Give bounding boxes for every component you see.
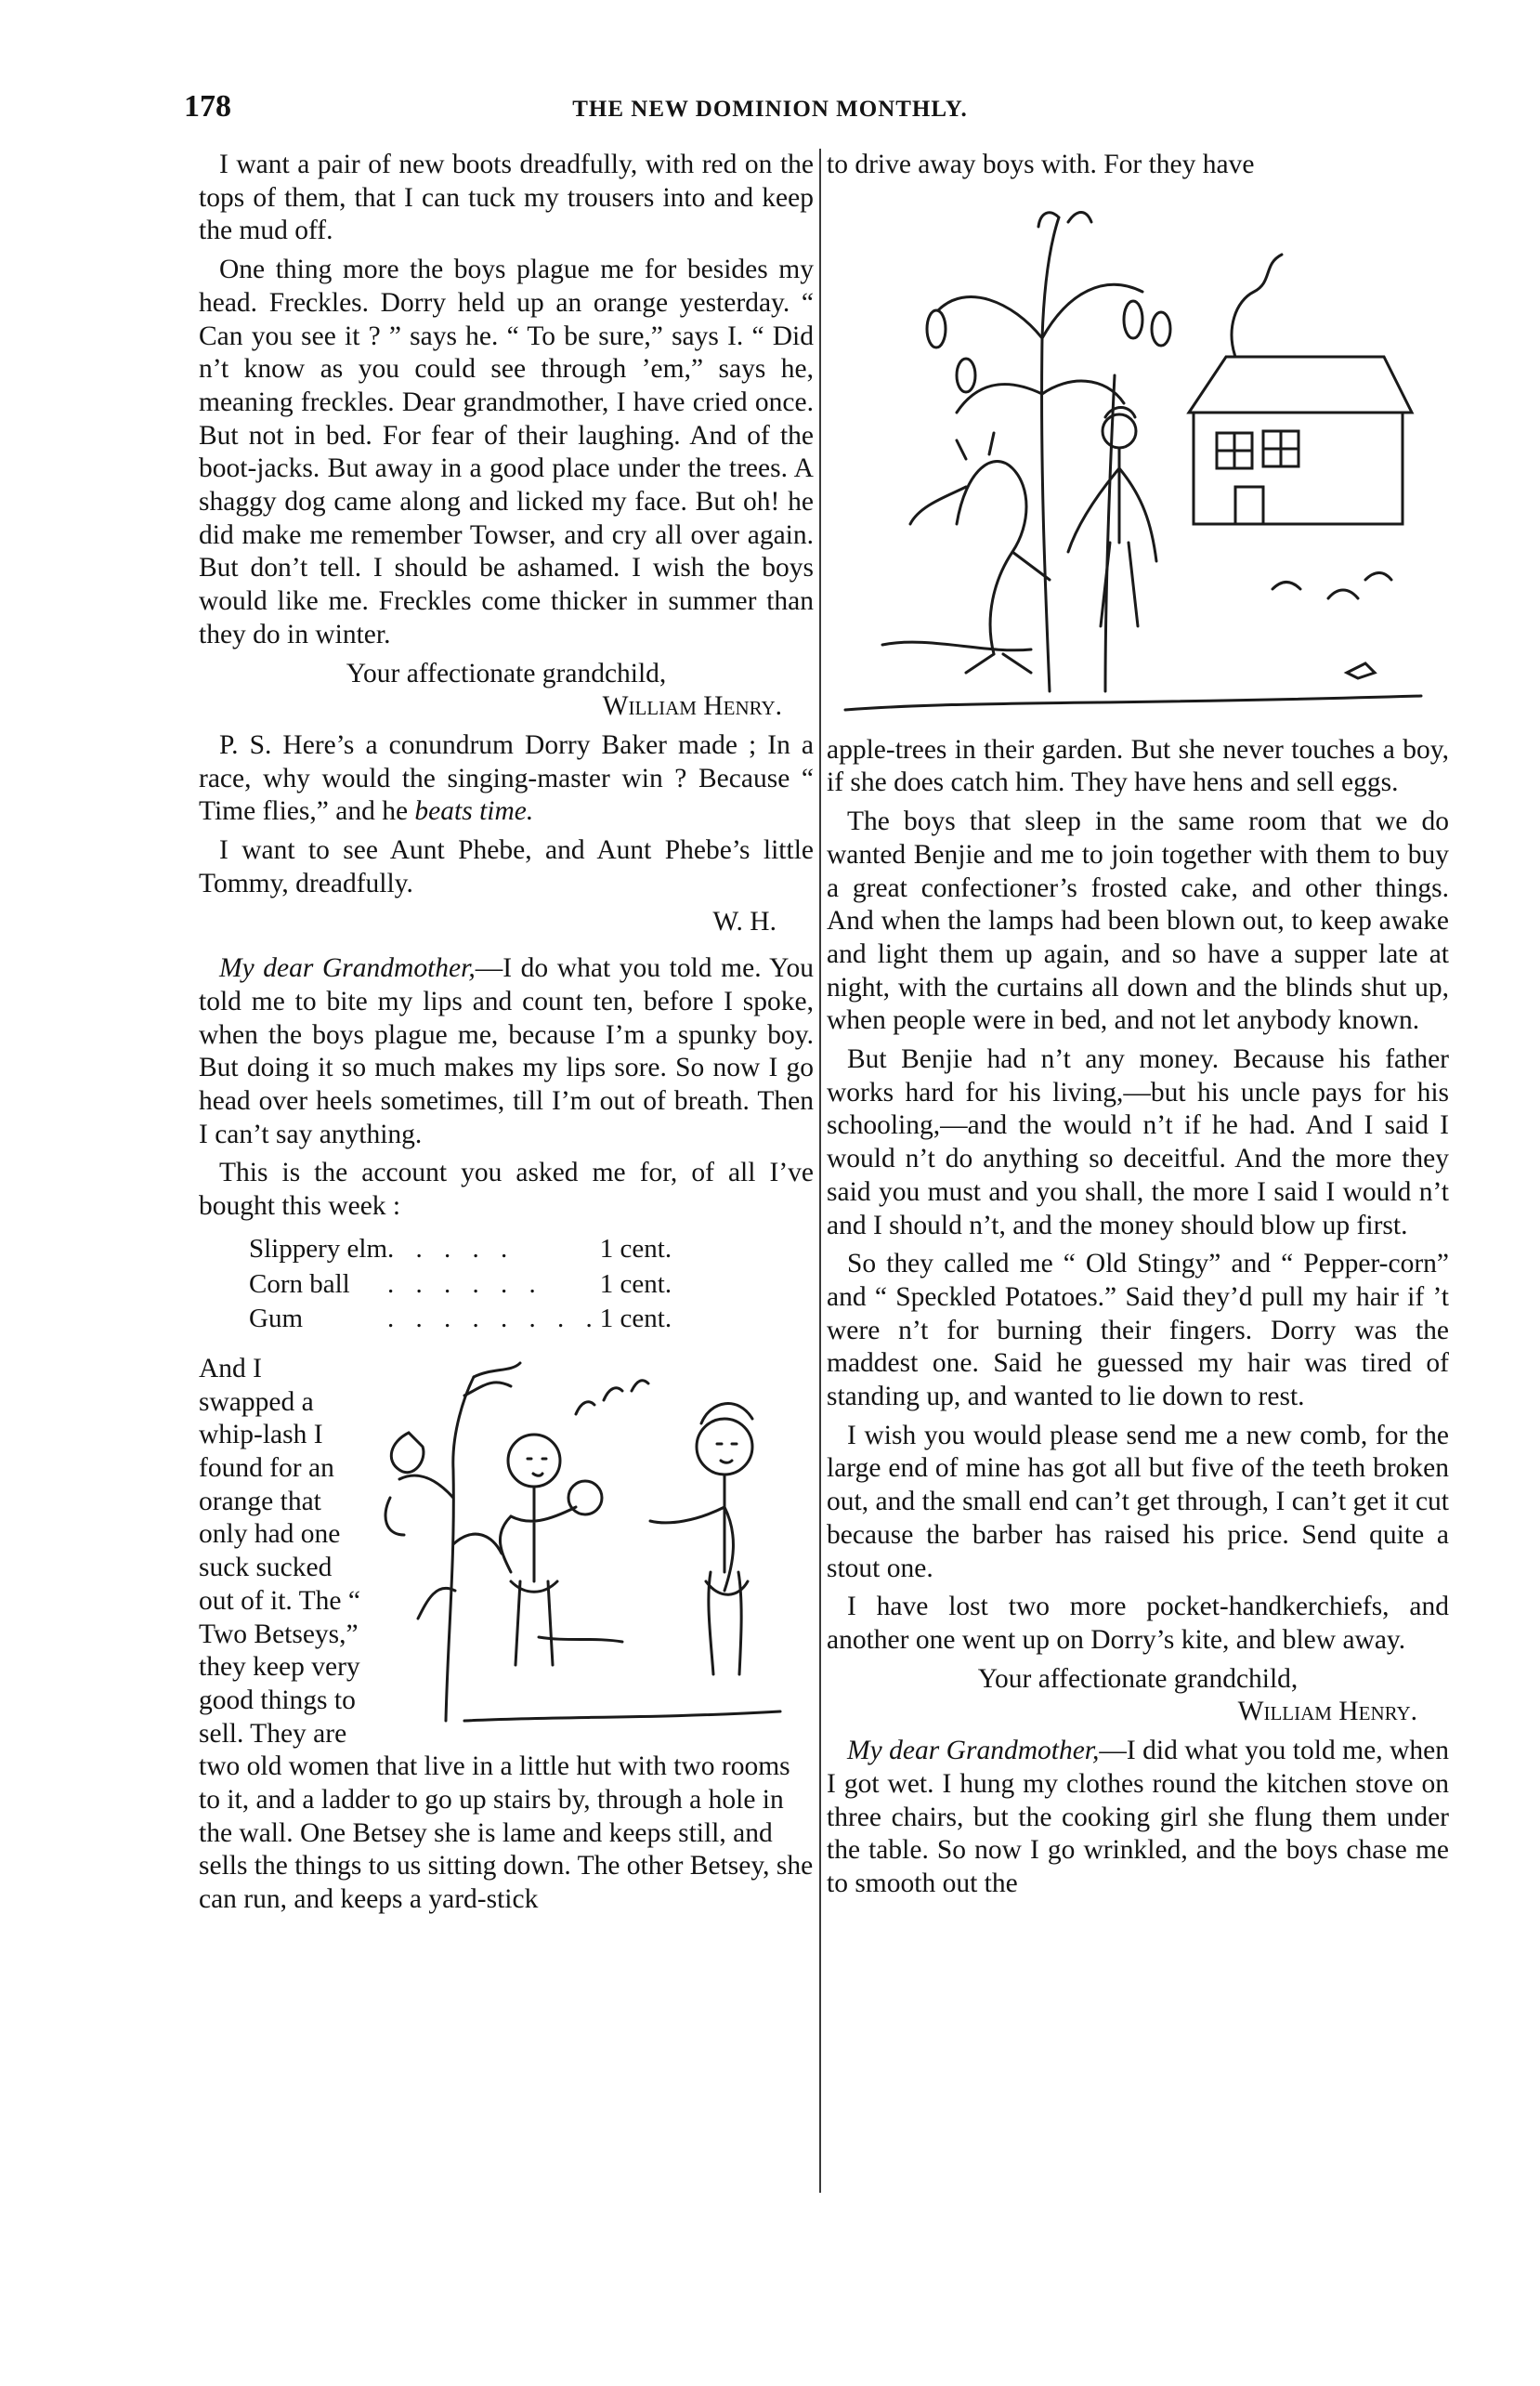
paragraph: And I swapped a whip-lash I found for an orange that only had one suck sucked out of it. The “ Two Betseys,” they keep very good things to sell. They are two old women that live in a little hut with two rooms to it, and a ladder to go up stairs by, through a hole in the wall. One Betsey she is lame and keeps still, and sells the things to us sitting down. The other Betsey, she can run, and keeps a yard-stick xyxy=(199,1353,814,1915)
account-dots: . . . . . xyxy=(387,1233,516,1264)
paragraph: So they called me “ Old Stingy” and “ Pepper-corn” and “ Speckled Potatoes.” Said they’d pull my hair if ’t were n’t for burning their fingers. Dorry was the maddest one. Said he guessed my hair was tired of standing up, and wanted to lie down to rest. xyxy=(827,1249,1449,1412)
signature-name: William Henry. xyxy=(602,691,782,722)
account-item: Gum xyxy=(249,1304,303,1334)
right-column xyxy=(827,149,1449,1907)
paragraph: I want a pair of new boots dreadfully, with red on the tops of them, that I can tuck my trousers into and keep the mud off. xyxy=(199,150,814,246)
left-column xyxy=(199,149,814,1922)
account-item: Corn ball xyxy=(249,1268,350,1299)
boys-illustration xyxy=(372,1358,814,1732)
fox-cottage-illustration xyxy=(827,190,1440,728)
letter-text: —I did what you told me, when I got wet. I hung my clothes round the kitchen stove on three chairs, but the cooking girl she flung them under the table. So now I go wrinkled, and the boys chase me to smooth out the xyxy=(827,1736,1449,1898)
paragraph: The boys that sleep in the same room that we do wanted Benjie and me to join together with them to buy a great confectioner’s frosted cake, and other things. And when the lamps had been blown out, to keep awake and light them up again, and so have a supper late at night, with the curtains all down and the blinds shut up, when people were in bed, and not let anybody known. xyxy=(827,806,1449,1036)
letter-opening xyxy=(827,1735,1449,1901)
signature-line: Your affectionate grandchild, xyxy=(346,658,667,688)
paragraph: I have lost two more pocket-handkerchiefs, and another one went up on Dorry’s kite, and blew away. xyxy=(827,1592,1449,1655)
salutation: My dear Grandmother, xyxy=(219,953,476,984)
running-head: THE NEW DOMINION MONTHLY. xyxy=(572,97,968,122)
account-dots: . . . . . . xyxy=(387,1268,543,1299)
paragraph: This is the account you asked me for, of all I’ve bought this week : xyxy=(199,1158,814,1222)
paragraph: apple-trees in their garden. But she never touches a boy, if she does catch him. They have hens and sell eggs. xyxy=(827,734,1449,798)
paragraph: I want to see Aunt Phebe, and Aunt Phebe’s little Tommy, dreadfully. xyxy=(199,835,814,898)
account-row xyxy=(249,1303,672,1338)
account-amount: 1 cent. xyxy=(599,1268,672,1299)
salutation: My dear Grandmother, xyxy=(847,1736,1100,1766)
account-amount: 1 cent. xyxy=(599,1304,672,1334)
postscript xyxy=(199,729,814,829)
column-rule xyxy=(819,149,821,2193)
account-item: Slippery elm xyxy=(249,1233,388,1264)
signature-line: Your affectionate grandchild, xyxy=(977,1663,1299,1694)
paragraph: I wish you would please send me a new comb, for the large end of mine has got all but five of the teeth broken out, and the small end can’t get through, I can’t get it cut because the barber has raised his price. Send quite a stout one. xyxy=(827,1420,1449,1583)
postscript-italic: beats time. xyxy=(414,796,534,827)
letter-opening xyxy=(199,952,814,1151)
postscript-text: P. S. Here’s a conundrum Dorry Baker made ; In a race, why would the singing-master win ? Because “ Time flies,” and he xyxy=(199,729,814,827)
account-table xyxy=(249,1233,672,1338)
account-dots: . . . . . . . . xyxy=(387,1304,600,1334)
page-number: 178 xyxy=(184,89,231,124)
letter-text: —I do what you told me. You told me to bite my lips and count ten, before I spoke, when the boys plague me, because I’m a spunky boy. But doing it so much makes my lips sore. So now I go head over heels sometimes, till I’m out of breath. Then I can’t say anything. xyxy=(199,953,814,1149)
initials: W. H. xyxy=(712,907,777,937)
paragraph: to drive away boys with. For they have xyxy=(827,150,1255,179)
paragraph: One thing more the boys plague me for besides my head. Freckles. Dorry held up an orange yesterday. “ Can you see it ? ” says he. “ To be sure,” says I. “ Did n’t know as you could see through ’em,” says he, meaning freckles. Dear grandmother, I have cried once. But not in bed. For fear of their laughing. And of the boot-jacks. But away in a good place under the trees. A shaggy dog came along and licked my face. But oh! he did make me remember Towser, and cry all over again. But don’t tell. I should be ashamed. I wish the boys would like me. Freckles come thicker in summer than they do in winter. xyxy=(199,255,814,649)
paragraph: But Benjie had n’t any money. Because his father works hard for his living,—but his uncle pays for his schooling,—and the would n’t if he had. And I said I would n’t do anything so deceitful. And the more they said you must and you shall, the more I said I would n’t and I should n’t, and the money should blow up first. xyxy=(827,1044,1449,1240)
account-row xyxy=(249,1233,672,1268)
account-amount: 1 cent. xyxy=(599,1233,672,1264)
account-row xyxy=(249,1268,672,1304)
signature-name: William Henry. xyxy=(1237,1697,1417,1727)
